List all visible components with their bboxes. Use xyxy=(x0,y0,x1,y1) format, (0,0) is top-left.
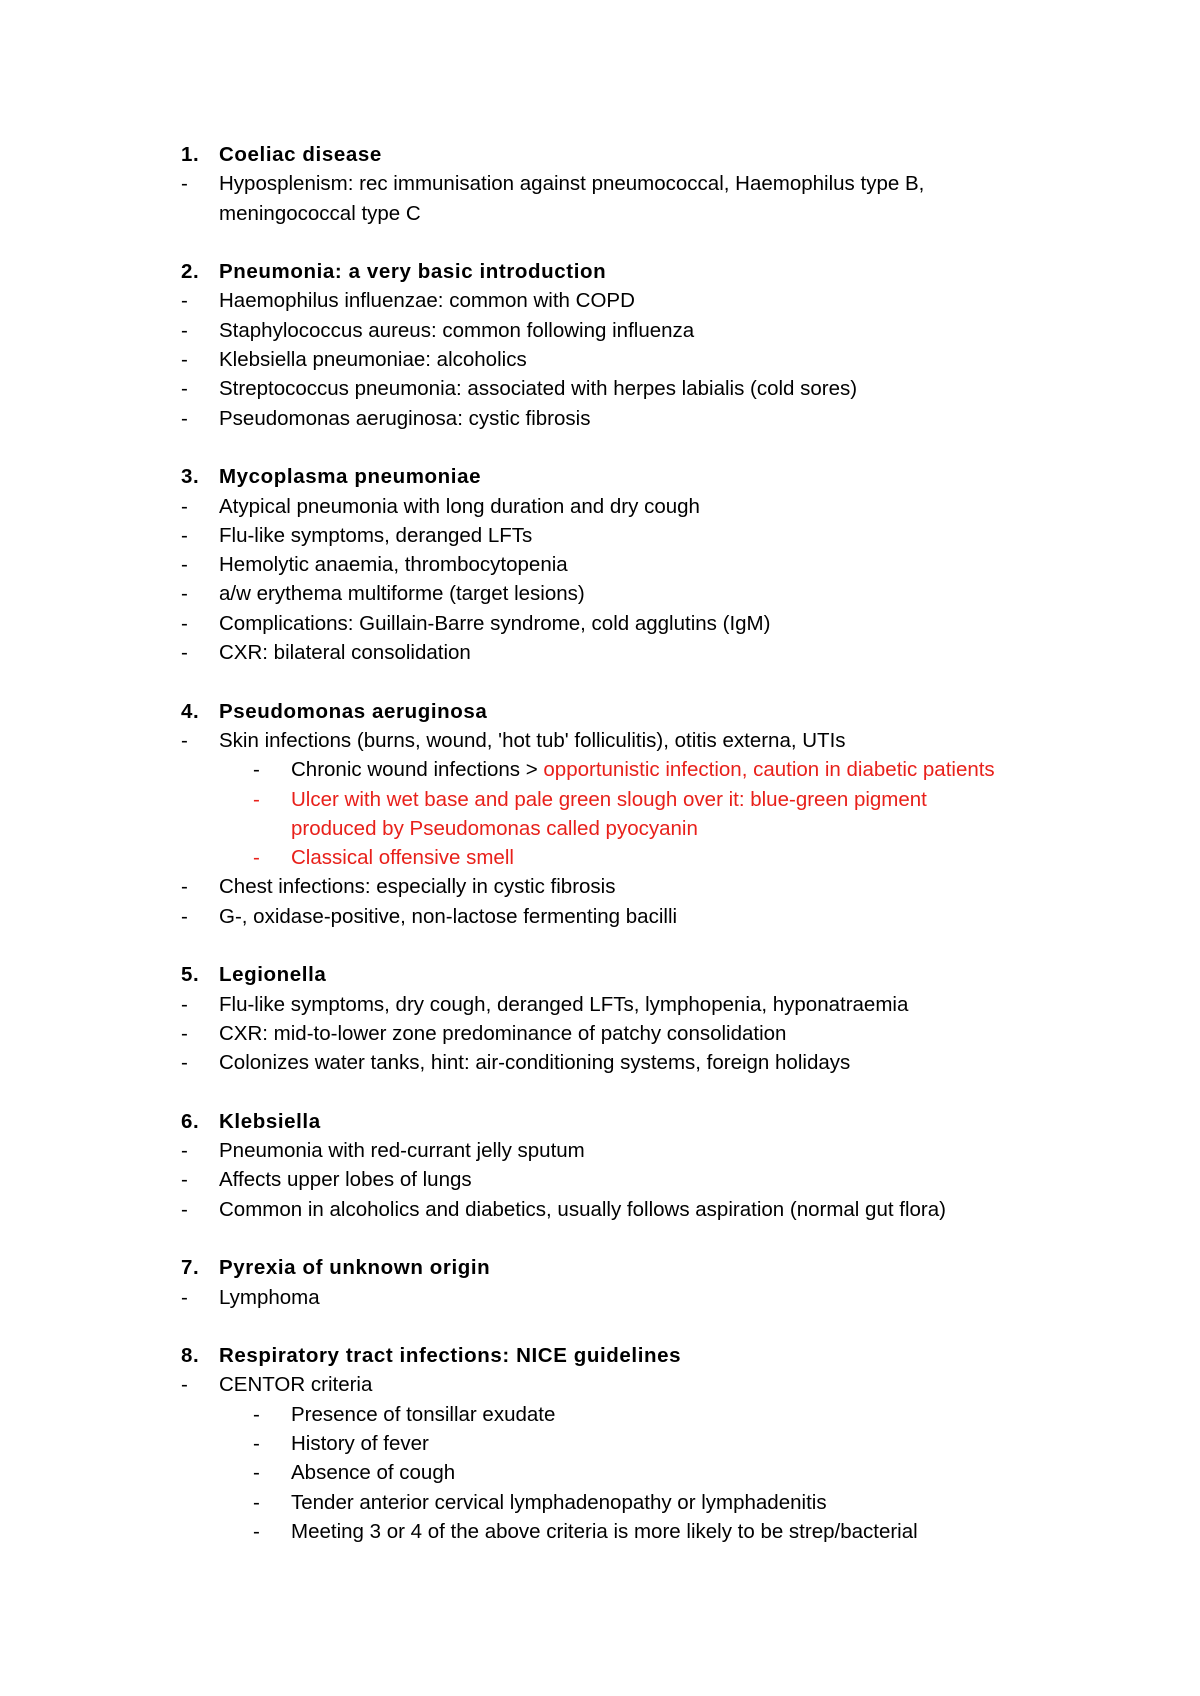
section-pneumonia xyxy=(0,257,1200,433)
list-item xyxy=(0,1165,1200,1194)
bullet-dash: - xyxy=(253,1490,260,1514)
section-coeliac-disease xyxy=(0,140,1200,228)
list-item-text: Flu-like symptoms, deranged LFTs xyxy=(219,523,533,547)
list-item xyxy=(0,990,1200,1019)
list-item xyxy=(0,579,1200,608)
list-item xyxy=(0,404,1200,433)
highlighted-text: opportunistic infection, caution in diabetic patients xyxy=(543,758,995,782)
list-item xyxy=(0,609,1200,638)
list-item xyxy=(0,286,1200,315)
list-item xyxy=(0,1019,1200,1048)
list-item xyxy=(0,169,1200,228)
sub-list-item xyxy=(0,843,1200,872)
section-heading xyxy=(0,960,1200,989)
list-item-text: Pseudomonas aeruginosa: cystic fibrosis xyxy=(219,406,591,430)
list-item-text: G-, oxidase-positive, non-lactose fermenting bacilli xyxy=(219,904,678,928)
section-number: 8. xyxy=(181,1344,200,1368)
list-item xyxy=(0,902,1200,931)
bullet-dash: - xyxy=(181,406,188,430)
sub-list-item xyxy=(0,1400,1200,1429)
list-item-text: Klebsiella pneumoniae: alcoholics xyxy=(219,348,527,372)
bullet-dash: - xyxy=(181,377,188,401)
section-heading xyxy=(0,140,1200,169)
list-item-text: Staphylococcus aureus: common following influenza xyxy=(219,318,695,342)
sub-list-item xyxy=(0,1458,1200,1487)
list-item xyxy=(0,872,1200,901)
bullet-dash: - xyxy=(181,641,188,665)
section-pyrexia xyxy=(0,1253,1200,1312)
section-number: 2. xyxy=(181,260,200,284)
bullet-dash: - xyxy=(253,1432,260,1456)
bullet-dash: - xyxy=(181,1021,188,1045)
bullet-dash: - xyxy=(181,728,188,752)
bullet-dash: - xyxy=(181,1373,188,1397)
bullet-dash: - xyxy=(253,1519,260,1543)
highlighted-text: Classical offensive smell xyxy=(291,846,514,870)
list-item xyxy=(0,1283,1200,1312)
bullet-dash: - xyxy=(181,1285,188,1309)
bullet-dash: - xyxy=(181,1051,188,1075)
section-number: 5. xyxy=(181,963,200,987)
list-item-text: History of fever xyxy=(291,1432,429,1456)
list-item-text: Absence of cough xyxy=(291,1461,456,1485)
document-page xyxy=(0,140,1200,1576)
bullet-dash: - xyxy=(253,787,260,811)
highlighted-text: Ulcer with wet base and pale green slough over it: blue-green pigment produced by Pseudomonas called pyocyanin xyxy=(291,787,927,840)
bullet-dash: - xyxy=(181,582,188,606)
list-item-text: Complications: Guillain-Barre syndrome, cold agglutins (IgM) xyxy=(219,611,771,635)
list-item-text: a/w erythema multiforme (target lesions) xyxy=(219,582,585,606)
section-title: Mycoplasma pneumoniae xyxy=(219,465,482,489)
list-item-text: Colonizes water tanks, hint: air-conditioning systems, foreign holidays xyxy=(219,1051,851,1075)
bullet-dash: - xyxy=(181,289,188,313)
list-item xyxy=(0,1370,1200,1399)
list-item-text: Chest infections: especially in cystic fibrosis xyxy=(219,875,616,899)
list-item xyxy=(0,1136,1200,1165)
section-number: 4. xyxy=(181,699,200,723)
list-item-text: Flu-like symptoms, dry cough, deranged LFTs, lymphopenia, hyponatraemia xyxy=(219,992,909,1016)
list-item-text: Atypical pneumonia with long duration and dry cough xyxy=(219,494,700,518)
list-item-text: CXR: bilateral consolidation xyxy=(219,641,471,665)
bullet-dash: - xyxy=(181,1197,188,1221)
list-item-text xyxy=(291,755,1011,784)
section-heading xyxy=(0,1253,1200,1282)
list-item xyxy=(0,521,1200,550)
list-item xyxy=(0,726,1200,755)
sub-list-item xyxy=(0,1517,1200,1546)
section-number: 7. xyxy=(181,1256,200,1280)
section-pseudomonas xyxy=(0,697,1200,931)
section-title: Respiratory tract infections: NICE guidelines xyxy=(219,1344,682,1368)
list-item xyxy=(0,345,1200,374)
list-item xyxy=(0,1195,1200,1224)
list-item-text-plain: Chronic wound infections > xyxy=(291,758,544,782)
section-heading xyxy=(0,1107,1200,1136)
list-item-text: Meeting 3 or 4 of the above criteria is more likely to be strep/bacterial xyxy=(291,1519,918,1543)
list-item xyxy=(0,374,1200,403)
bullet-dash: - xyxy=(181,992,188,1016)
bullet-dash: - xyxy=(253,1402,260,1426)
sub-list-item xyxy=(0,785,1200,844)
bullet-dash: - xyxy=(181,172,188,196)
list-item-text: Skin infections (burns, wound, 'hot tub' folliculitis), otitis externa, UTIs xyxy=(219,728,846,752)
bullet-dash: - xyxy=(181,611,188,635)
bullet-dash: - xyxy=(253,846,260,870)
section-title: Pyrexia of unknown origin xyxy=(219,1256,491,1280)
bullet-dash: - xyxy=(181,318,188,342)
sub-list-item xyxy=(0,1429,1200,1458)
bullet-dash: - xyxy=(181,875,188,899)
section-klebsiella xyxy=(0,1107,1200,1224)
list-item-text: Common in alcoholics and diabetics, usually follows aspiration (normal gut flora) xyxy=(219,1197,946,1221)
list-item-text: Streptococcus pneumonia: associated with herpes labialis (cold sores) xyxy=(219,377,858,401)
section-heading xyxy=(0,697,1200,726)
bullet-dash: - xyxy=(181,494,188,518)
bullet-dash: - xyxy=(181,523,188,547)
list-item-text: CXR: mid-to-lower zone predominance of patchy consolidation xyxy=(219,1021,787,1045)
bullet-dash: - xyxy=(181,904,188,928)
section-title: Coeliac disease xyxy=(219,143,382,166)
bullet-dash: - xyxy=(181,1139,188,1163)
list-item xyxy=(0,638,1200,667)
bullet-dash: - xyxy=(181,348,188,372)
list-item-text: Haemophilus influenzae: common with COPD xyxy=(219,289,635,313)
list-item xyxy=(0,492,1200,521)
section-title: Klebsiella xyxy=(219,1109,321,1133)
list-item xyxy=(0,550,1200,579)
bullet-dash: - xyxy=(181,553,188,577)
list-item xyxy=(0,316,1200,345)
list-item-text: Hyposplenism: rec immunisation against pneumococcal, Haemophilus type B, meningococcal type C xyxy=(219,172,925,225)
section-heading xyxy=(0,257,1200,286)
list-item xyxy=(0,1048,1200,1077)
section-legionella xyxy=(0,960,1200,1077)
section-heading xyxy=(0,462,1200,491)
section-heading xyxy=(0,1341,1200,1370)
section-number: 1. xyxy=(181,143,200,166)
bullet-dash: - xyxy=(253,758,260,782)
list-item-text: Pneumonia with red-currant jelly sputum xyxy=(219,1139,585,1163)
list-item-text: Hemolytic anaemia, thrombocytopenia xyxy=(219,553,568,577)
list-item-text: CENTOR criteria xyxy=(219,1373,373,1397)
section-title: Pneumonia: a very basic introduction xyxy=(219,260,607,284)
list-item-text: Presence of tonsillar exudate xyxy=(291,1402,556,1426)
list-item-text: Tender anterior cervical lymphadenopathy or lymphadenitis xyxy=(291,1490,827,1514)
bullet-dash: - xyxy=(253,1461,260,1485)
sub-list-item xyxy=(0,755,1200,784)
section-number: 3. xyxy=(181,465,200,489)
bullet-dash: - xyxy=(181,1168,188,1192)
section-respiratory-tract xyxy=(0,1341,1200,1546)
section-title: Legionella xyxy=(219,963,327,987)
sub-list-item xyxy=(0,1488,1200,1517)
section-title: Pseudomonas aeruginosa xyxy=(219,699,488,723)
section-mycoplasma xyxy=(0,462,1200,667)
list-item-text: Affects upper lobes of lungs xyxy=(219,1168,472,1192)
list-item-text: Lymphoma xyxy=(219,1285,320,1309)
section-number: 6. xyxy=(181,1109,200,1133)
